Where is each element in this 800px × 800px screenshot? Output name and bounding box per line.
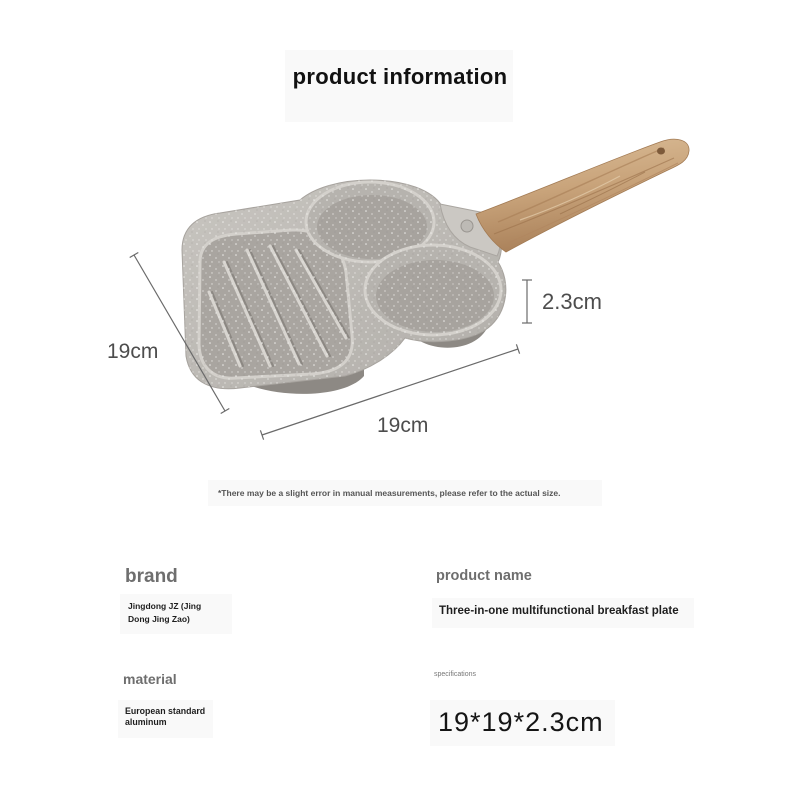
brand-value-line: Jingdong JZ (Jing (128, 601, 202, 611)
handle-wood (476, 139, 689, 252)
specifications-value: 19*19*2.3cm (438, 707, 604, 737)
measurement-note: *There may be a slight error in manual measurements, please refer to the actual size. (218, 488, 561, 498)
material-label: material (123, 671, 177, 687)
rivet-icon (461, 220, 473, 232)
specifications-label: specifications (434, 671, 477, 678)
height-dimension-label: 2.3cm (542, 289, 602, 314)
brand-label: brand (125, 566, 178, 587)
depth-dimension-tick (221, 409, 230, 414)
wooden-handle (476, 139, 689, 252)
material-value-line: European standard (125, 706, 206, 716)
material-value (125, 706, 205, 728)
page-title: product information (292, 64, 508, 89)
depth-dimension-label: 19cm (107, 340, 159, 363)
brand-value-line: Dong Jing Zao) (128, 614, 190, 624)
product-name-label: product name (436, 568, 532, 584)
hanging-hole-icon (657, 148, 665, 155)
brand-value (128, 600, 201, 626)
depth-dimension-tick (130, 253, 139, 258)
material-value-line: aluminum (125, 717, 167, 727)
product-name-value: Three-in-one multifunctional breakfast plate (439, 605, 679, 617)
width-dimension-label: 19cm (377, 414, 429, 437)
